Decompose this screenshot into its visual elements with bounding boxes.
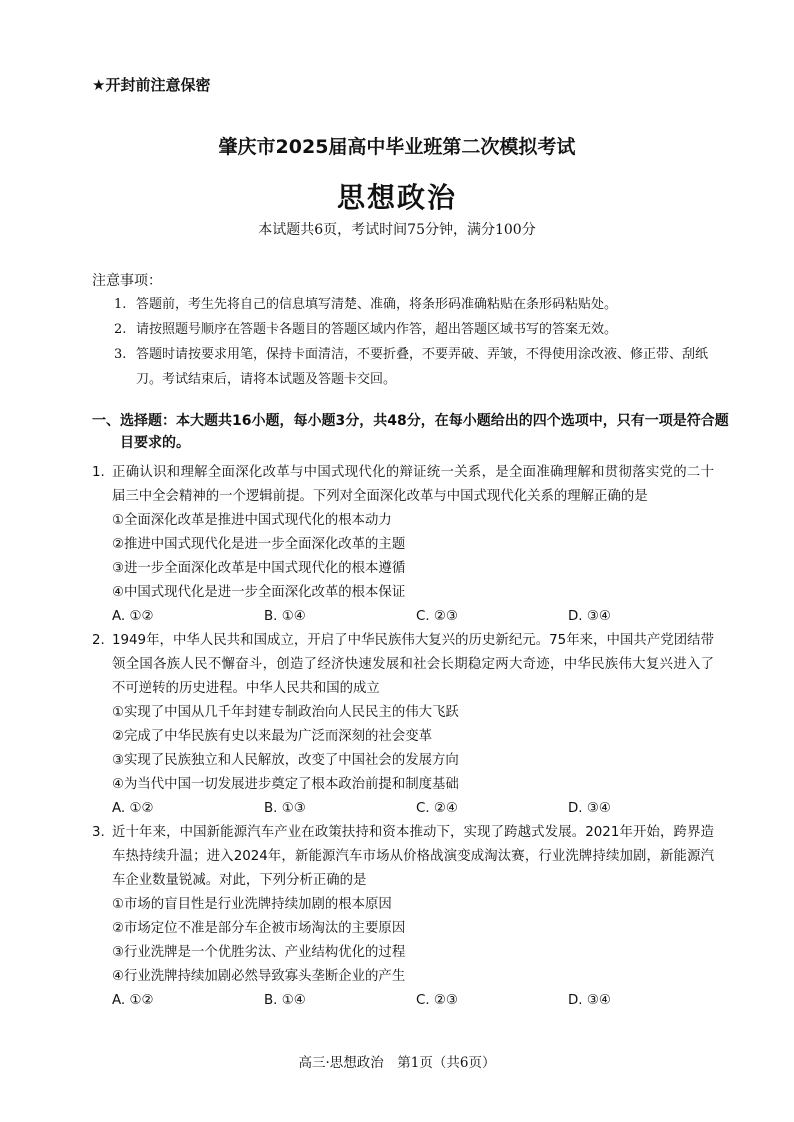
subject-title: 思想政治 <box>336 181 457 214</box>
statement: ①市场的盲目性是行业洗牌持续加剧的根本原因 <box>112 897 392 912</box>
exam-info: 本试题共6页，考试时间75分钟，满分100分 <box>258 222 536 238</box>
secret-notice: ★开封前注意保密 <box>92 76 211 94</box>
note-number: 3. <box>114 347 127 362</box>
question-stem: 近十年来，中国新能源汽车产业在政策扶持和资本推动下，实现了跨越式发展。2021年开始，跨界造车热持续升温；进入2024年，新能源汽车市场从价格战演变成淘汰赛，行业洗牌持续加剧，新能源汽车企业数量锐减。对此，下列分析正确的是 <box>112 825 714 888</box>
note-number: 2. <box>114 322 127 337</box>
option-d: D. ③④ <box>568 801 611 816</box>
statement: ②推进中国式现代化是进一步全面深化改革的主题 <box>112 537 406 552</box>
question-3 <box>92 821 714 1013</box>
question-number: 3. <box>92 825 105 840</box>
answer-options <box>112 797 714 821</box>
statement: ②市场定位不准是部分车企被市场淘汰的主要原因 <box>112 921 406 936</box>
option-b: B. ①④ <box>264 993 306 1008</box>
option-a: A. ①② <box>112 801 154 816</box>
note-text: 答题前，考生先将自己的信息填写清楚、准确，将条形码准确粘贴在条形码粘贴处。 <box>136 297 618 312</box>
page-footer: 高三·思想政治 第1页（共6页） <box>298 1055 496 1071</box>
question-stem: 1949年，中华人民共和国成立，开启了中华民族伟大复兴的历史新纪元。75年来，中国共产党团结带领全国各族人民不懈奋斗，创造了经济快速发展和社会长期稳定两大奇迹，中华民族伟大复兴进入了不可逆转的历史进程。中华人民共和国的成立 <box>112 633 714 696</box>
statement: ④为当代中国一切发展进步奠定了根本政治前提和制度基础 <box>112 777 459 792</box>
question-1 <box>92 461 714 629</box>
option-b: B. ①③ <box>264 801 306 816</box>
statement: ③进一步全面深化改革是中国式现代化的根本遵循 <box>112 561 406 576</box>
answer-options <box>112 989 714 1013</box>
statement: ②完成了中华民族有史以来最为广泛而深刻的社会变革 <box>112 729 432 744</box>
answer-options <box>112 605 714 629</box>
option-d: D. ③④ <box>568 993 611 1008</box>
option-a: A. ①② <box>112 609 154 624</box>
note-item <box>112 317 712 342</box>
option-d: D. ③④ <box>568 609 611 624</box>
option-a: A. ①② <box>112 993 154 1008</box>
question-stem: 正确认识和理解全面深化改革与中国式现代化的辩证统一关系，是全面准确理解和贯彻落实党的二十届三中全会精神的一个逻辑前提。下列对全面深化改革与中国式现代化关系的理解正确的是 <box>112 465 714 504</box>
statement: ①全面深化改革是推进中国式现代化的根本动力 <box>112 513 392 528</box>
option-c: C. ②③ <box>416 609 458 624</box>
note-text: 答题时请按要求用笔，保持卡面清洁，不要折叠，不要弄破、弄皱，不得使用涂改液、修正带、刮纸刀。考试结束后，请将本试题及答题卡交回。 <box>136 347 709 387</box>
exam-title: 肇庆市2025届高中毕业班第二次模拟考试 <box>218 136 576 158</box>
question-number: 2. <box>92 633 105 648</box>
statement: ④中国式现代化是进一步全面深化改革的根本保证 <box>112 585 406 600</box>
notes-heading: 注意事项： <box>92 273 162 289</box>
notes-list <box>112 292 712 392</box>
note-item <box>112 342 712 392</box>
option-c: C. ②③ <box>416 993 458 1008</box>
question-list <box>92 461 714 1013</box>
statement: ③行业洗牌是一个优胜劣汰、产业结构优化的过程 <box>112 945 406 960</box>
question-number: 1. <box>92 465 105 480</box>
option-b: B. ①④ <box>264 609 306 624</box>
statement: ①实现了中国从几千年封建专制政治向人民民主的伟大飞跃 <box>112 705 459 720</box>
statement: ③实现了民族独立和人民解放，改变了中国社会的发展方向 <box>112 753 459 768</box>
note-item <box>112 292 712 317</box>
section-title: 一、选择题：本大题共16小题，每小题3分，共48分，在每小题给出的四个选项中，只有一项是符合题目要求的。 <box>92 413 729 451</box>
statement: ④行业洗牌持续加剧必然导致寡头垄断企业的产生 <box>112 969 406 984</box>
question-2 <box>92 629 714 821</box>
note-number: 1. <box>114 297 127 312</box>
option-c: C. ②④ <box>416 801 458 816</box>
note-text: 请按照题号顺序在答题卡各题目的答题区域内作答，超出答题区域书写的答案无效。 <box>136 322 618 337</box>
